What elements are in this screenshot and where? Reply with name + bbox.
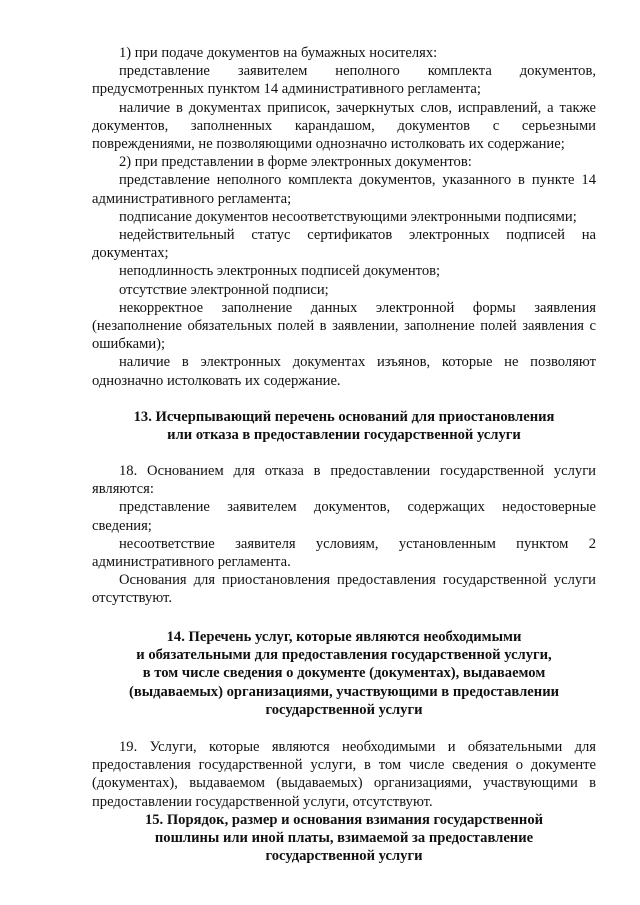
heading-line: и обязательными для предоставления государственной услуги, [136,647,552,664]
section-heading-14 [92,628,596,719]
paragraph: неподлинность электронных подписей документов; [119,263,441,280]
section-14-body [92,738,596,811]
paragraph: представление неполного комплекта документов, указанного в пункте 14 административного регламента; [92,172,596,207]
paragraph: Основания для приостановления предоставления государственной услуги отсутствуют. [92,572,596,607]
refusal-grounds-list [92,44,596,390]
section-heading-13 [92,408,596,444]
paragraph: 1) при подаче документов на бумажных носителях: [119,45,438,61]
paragraph: отсутствие электронной подписи; [119,281,329,298]
paragraph: представление заявителем документов, содержащих недостоверные сведения; [92,499,596,534]
section-13-body [92,462,596,608]
paragraph: несоответствие заявителя условиям, установленным пунктом 2 административного регламента. [92,535,596,571]
heading-line: 14. Перечень услуг, которые являются необходимыми [166,629,522,645]
paragraph: представление заявителем неполного комплекта документов, предусмотренных пунктом 14 административного регламента; [92,63,596,98]
paragraph: наличие в электронных документах изъянов, которые не позволяют однозначно истолковать их содержание. [92,354,596,389]
paragraph: наличие в документах приписок, зачеркнутых слов, исправлений, а также документов, заполненных карандашом, документов с серьезными повреждениями, не позволяющими однозначно истолковать их содержание; [92,99,596,153]
heading-line: государственной услуги [265,848,423,865]
paragraph: 19. Услуги, которые являются необходимыми и обязательными для предоставления государственной услуги, в том числе сведения о документе (документах), выдаваемом (выдаваемых) организациями, участвующими в предоставлении государственной услуги, отсутствуют. [92,739,596,810]
heading-line: (выдаваемых) организациями, участвующими в предоставлении [128,683,560,700]
paragraph: 18. Основанием для отказа в предоставлении государственной услуги являются: [92,463,596,498]
heading-line: 15. Порядок, размер и основания взимания государственной [144,812,544,828]
heading-line: 13. Исчерпывающий перечень оснований для приостановления [133,409,555,425]
paragraph: 2) при представлении в форме электронных документов: [119,154,472,171]
paragraph: подписание документов несоответствующими электронными подписями; [119,208,577,225]
heading-line: или отказа в предоставлении государственной услуги [167,427,521,444]
paragraph: некорректное заполнение данных электронной формы заявления (незаполнение обязательных полей в заявлении, заполнение полей заявления с ошибками); [92,299,596,353]
heading-line: в том числе сведения о документе (документах), выдаваемом [142,665,546,682]
heading-line: пошлины или иной платы, взимаемой за предоставление [154,830,534,847]
section-heading-15 [92,811,596,866]
paragraph: недействительный статус сертификатов электронных подписей на документах; [92,227,596,262]
heading-line: государственной услуги [265,701,423,718]
